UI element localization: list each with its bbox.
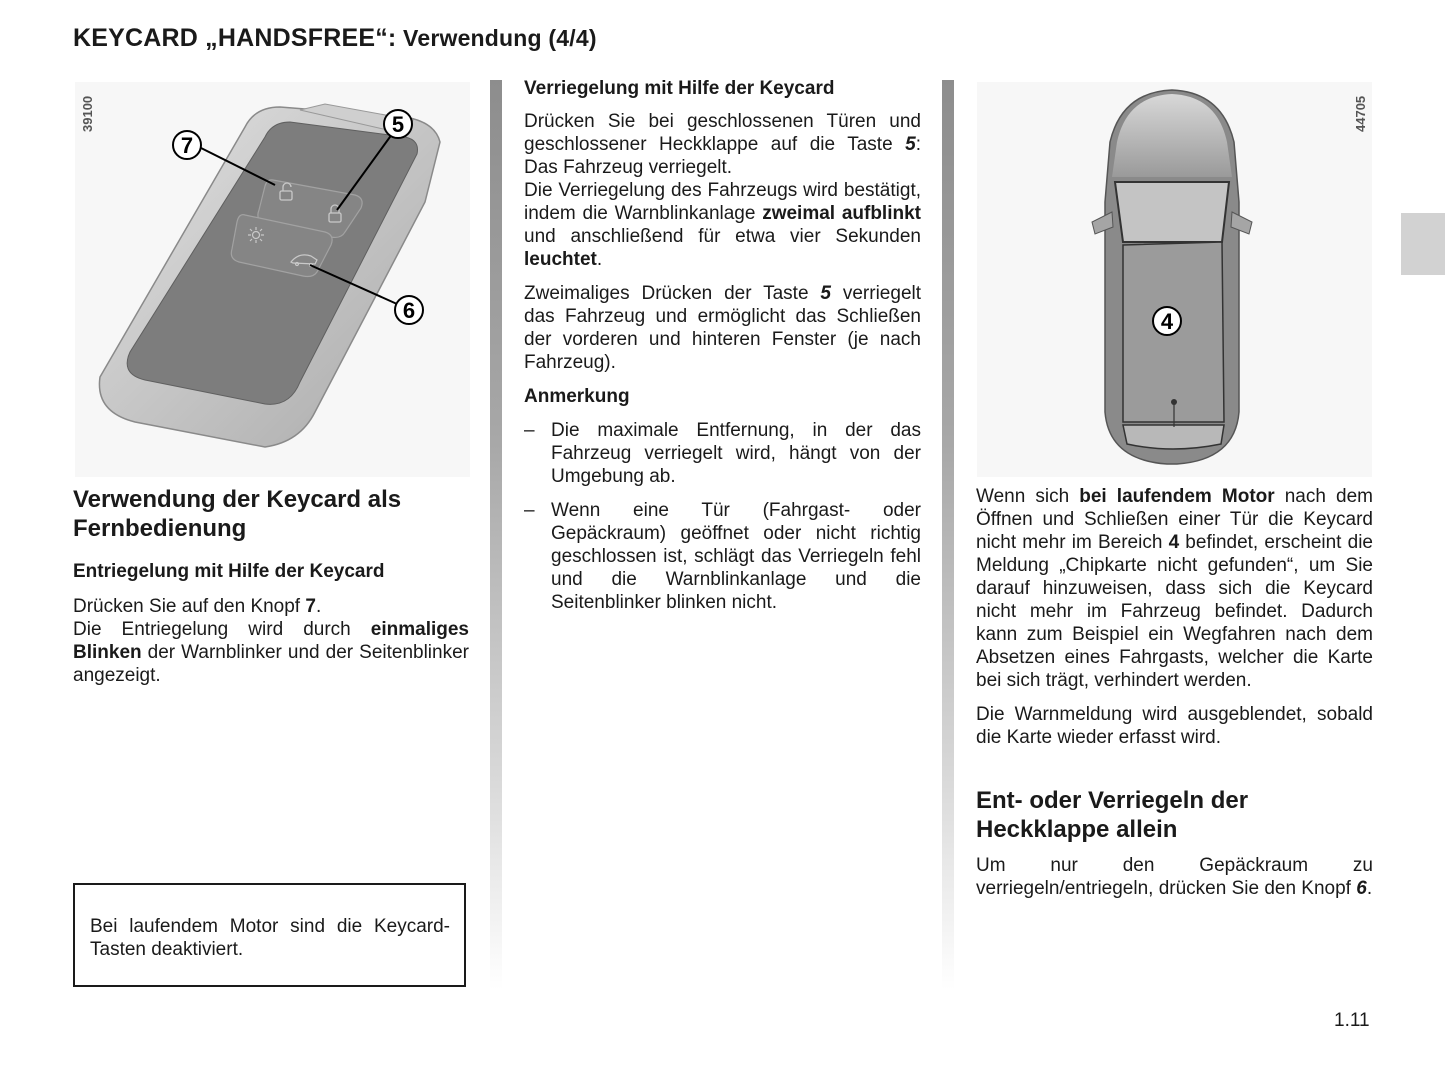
page-title-sub: Verwendung (4/4) [396, 25, 597, 51]
right-column [976, 485, 1373, 900]
keycard-figure [75, 82, 470, 477]
page-number: 1.11 [1334, 1010, 1370, 1031]
svg-text:6: 6 [402, 298, 416, 323]
section-heading-tailgate: Ent- oder Verriegeln der Heckklappe allein [976, 787, 1249, 843]
section-heading: Verwendung der Keycard als Fernbedienung [73, 486, 402, 542]
note-list [524, 419, 921, 614]
callout-4 [1153, 307, 1181, 335]
paragraph: Drücken Sie auf den Knopf 7. [73, 596, 322, 617]
paragraph: Die Warnmeldung wird ausgeblendet, sobald die Karte wieder erfasst wird. [976, 704, 1373, 748]
left-column [73, 485, 469, 687]
paragraph: Um nur den Gepäckraum zu verriegeln/entriegeln, drücken Sie den Knopf 6. [976, 855, 1373, 899]
middle-column [524, 77, 921, 625]
subheading-lock: Verriegelung mit Hilfe der Keycard [524, 78, 835, 99]
note-text: Bei laufendem Motor sind die Keycard-Tasten deaktiviert. [90, 916, 450, 960]
list-item: – Wenn eine Tür (Fahrgast- oder Gepäckraum) geöffnet oder nicht richtig geschlossen ist, schlägt das Verriegeln fehl und die Warnblinkanlage und die Seitenblinker blinken nicht. [524, 500, 921, 613]
subheading-unlock: Entriegelung mit Hilfe der Keycard [73, 561, 385, 582]
callout-5 [384, 110, 412, 138]
note-heading: Anmerkung [524, 386, 630, 407]
paragraph: Die Verriegelung des Fahrzeugs wird bestätigt, indem die Warnblinkanlage zweimal aufblinkt und anschließend für etwa vier Sekunden leuchtet. [524, 180, 921, 270]
paragraph: Zweimaliges Drücken der Taste 5 verriegelt das Fahrzeug und ermöglicht das Schließen der vorderen und hinteren Fenster (je nach Fahrzeug). [524, 283, 922, 373]
page-title [73, 24, 597, 53]
list-item: – Die maximale Entfernung, in der das Fahrzeug verriegelt wird, hängt von der Umgebung ab. [524, 420, 921, 487]
svg-text:5: 5 [391, 112, 405, 137]
page-title-main: KEYCARD „HANDSFREE“: [73, 24, 397, 52]
callout-6 [395, 296, 423, 324]
paragraph: Drücken Sie bei geschlossenen Türen und geschlossener Heckklappe auf die Taste 5: Das Fahrzeug verriegelt. [524, 111, 921, 178]
callout-7 [173, 131, 201, 159]
car-top-view-illustration [977, 82, 1372, 477]
paragraph: Wenn sich bei laufendem Motor nach dem Öffnen und Schließen einer Tür die Keycard nicht mehr im Bereich 4 befindet, erscheint die Meldung „Chipkarte nicht gefunden“, um Sie darauf hinzuweisen, dass sich die Keycard nicht mehr im Fahrzeug befindet. Dadurch kann zum Beispiel ein Wegfahren nach dem Absetzen eines Fahrgasts, welcher die Karte bei sich trägt, verhindert werden. [976, 486, 1373, 691]
car-figure [977, 82, 1372, 477]
keycard-illustration [75, 82, 470, 477]
column-divider [490, 80, 502, 990]
note-box [73, 883, 466, 987]
figure-ref-number: 39100 [80, 95, 95, 132]
figure-ref-number: 44705 [1353, 95, 1368, 132]
chapter-thumb-tab [1401, 213, 1445, 275]
paragraph: Die Entriegelung wird durch einmaliges Blinken der Warnblinker und der Seitenblinker angezeigt. [73, 619, 469, 686]
svg-text:7: 7 [180, 133, 194, 158]
svg-text:4: 4 [1160, 309, 1174, 334]
column-divider [942, 80, 954, 990]
